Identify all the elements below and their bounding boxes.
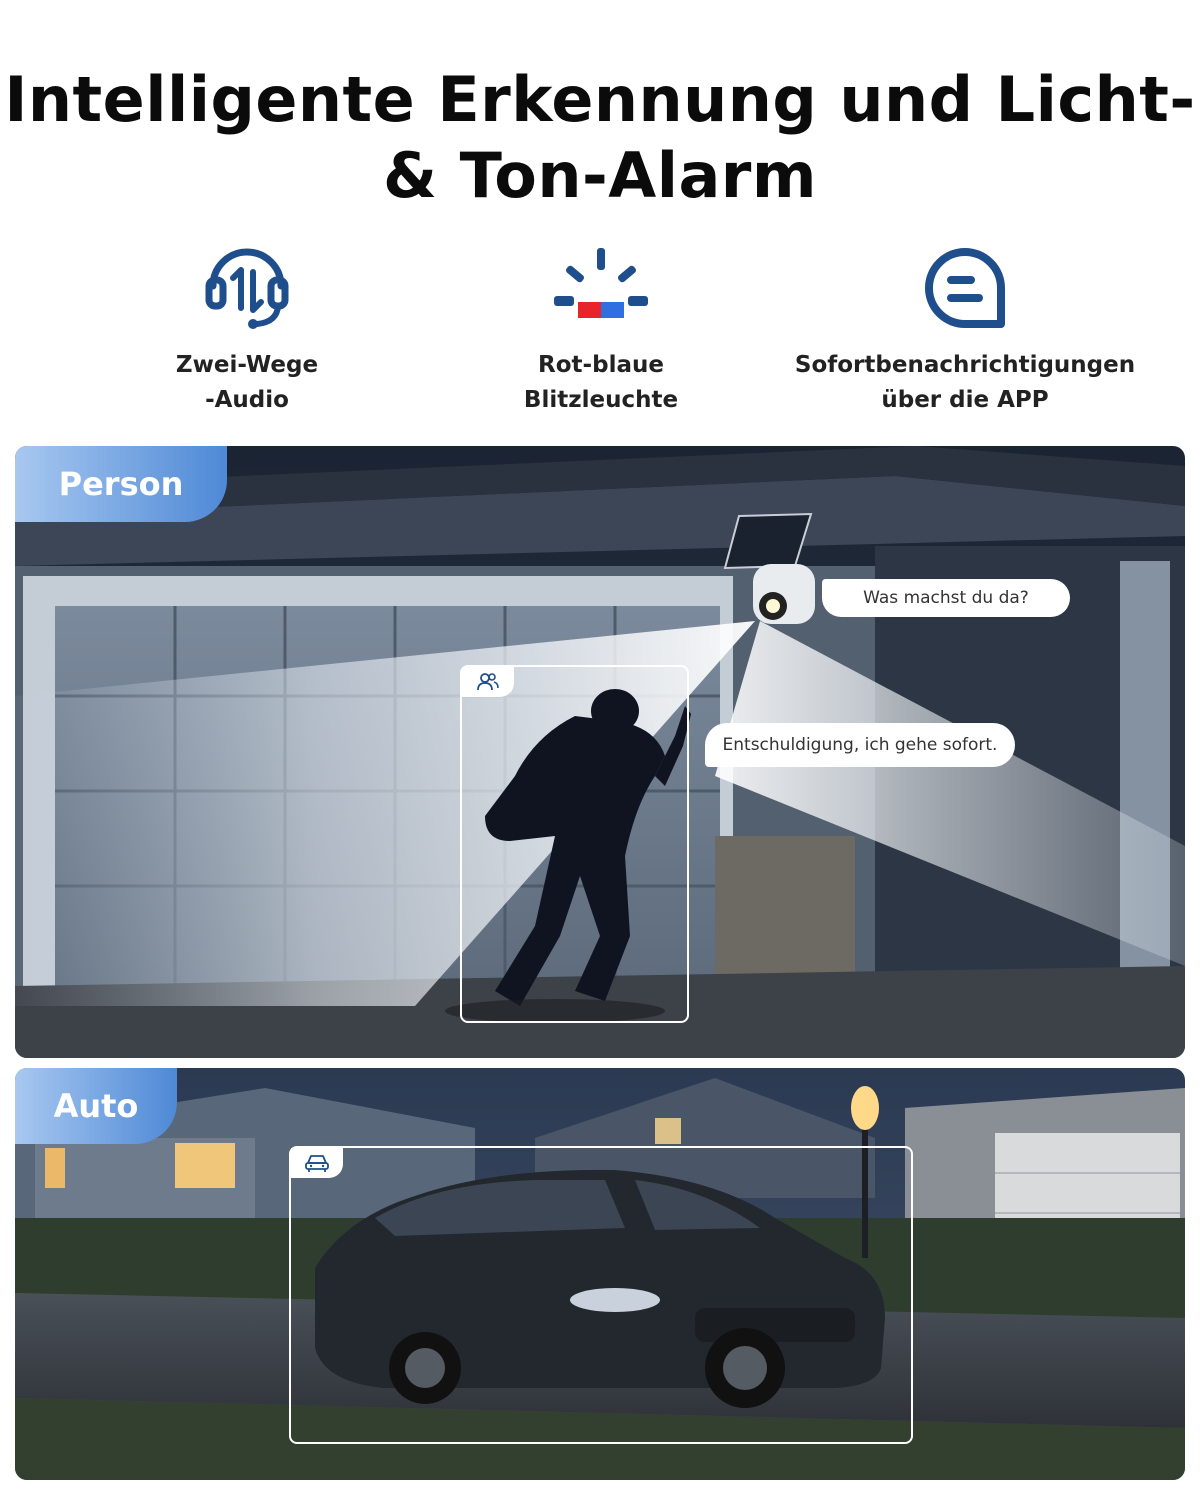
car-detection-box [289, 1146, 913, 1444]
person-tag-label: Person [58, 465, 184, 503]
car-detect-icon [304, 1153, 330, 1173]
notification-chat-icon [915, 240, 1015, 340]
feature-label: Rot-blaue Blitzleuchte [523, 352, 679, 413]
strobe-light-icon [551, 240, 651, 340]
speech-bubble-person [705, 723, 1015, 767]
feature-strobe-light [411, 240, 791, 418]
person-detection-panel [15, 446, 1185, 1058]
title-line-1: Intelligente Erkennung und Licht- [4, 63, 1196, 136]
auto-tag-label: Auto [53, 1087, 139, 1125]
person-detection-box [460, 665, 689, 1023]
person-tag [15, 446, 227, 522]
car-detection-panel [15, 1068, 1185, 1480]
feature-label: Zwei-Wege -Audio [175, 352, 319, 413]
bubble-text: Was machst du da? [863, 588, 1029, 608]
feature-row [0, 240, 1200, 420]
person-detect-icon [476, 672, 500, 692]
person-detect-tab [462, 667, 514, 697]
car-detect-tab [291, 1148, 343, 1178]
page-title [0, 62, 1200, 214]
speech-bubble-camera [822, 579, 1070, 617]
feature-notifications [775, 240, 1155, 418]
feature-two-way-audio [57, 240, 437, 418]
title-line-2: & Ton-Alarm [383, 139, 817, 212]
auto-tag [15, 1068, 177, 1144]
feature-label: Sofortbenachrichtigungen über die APP [794, 352, 1136, 413]
bubble-text: Entschuldigung, ich gehe sofort. [722, 735, 998, 755]
two-way-audio-icon [197, 240, 297, 340]
